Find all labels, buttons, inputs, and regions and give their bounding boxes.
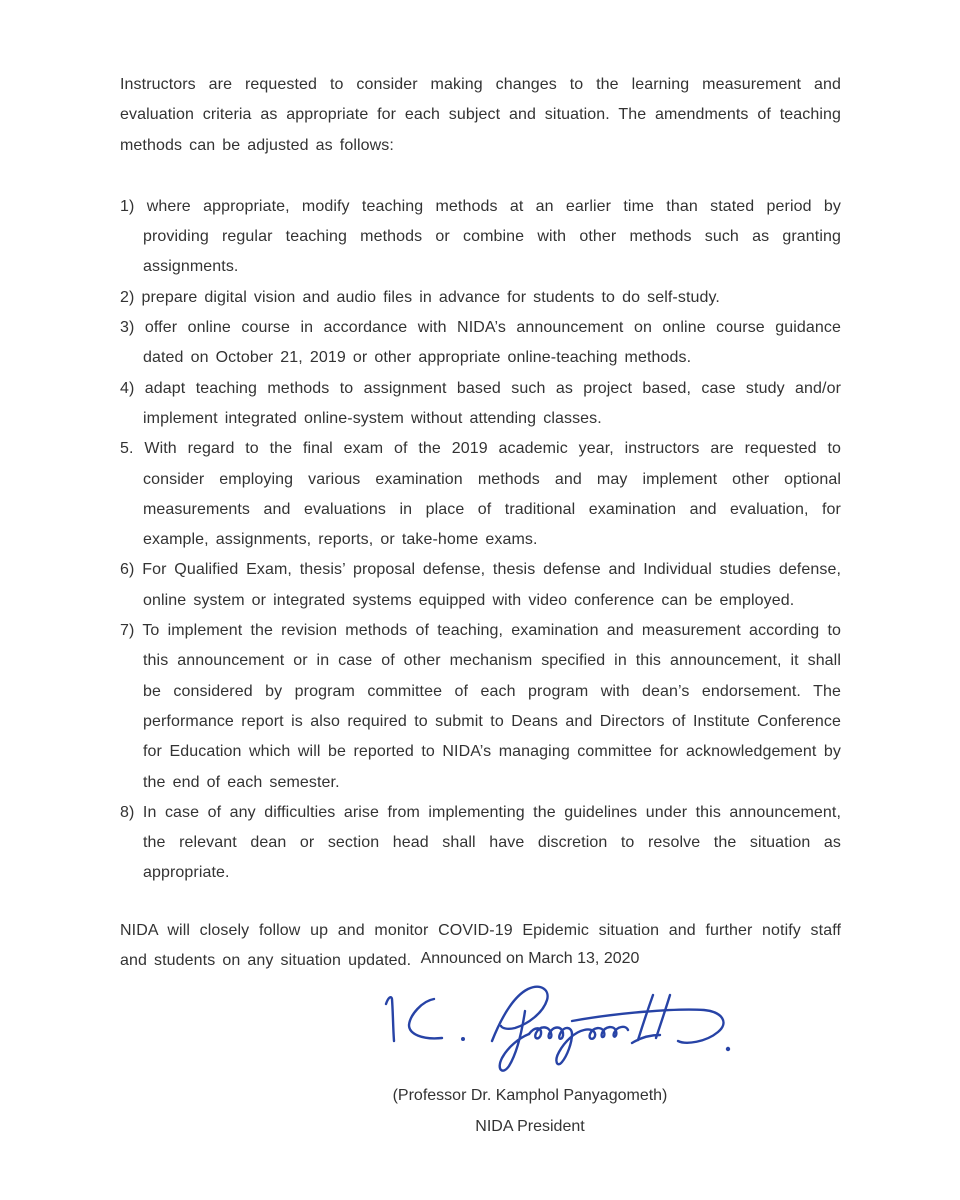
closing-paragraph: NIDA will closely follow up and monitor COVID-19 Epidemic situation and further notify staff and students on any situation updated. [120,921,841,970]
list-item [120,374,841,435]
list-item [120,434,841,555]
list-item-marker: 2) [120,288,135,306]
list-item-marker: 8) [120,803,135,821]
document-page [120,70,841,976]
announcement-date: Announced on March 13, 2020 [420,950,640,967]
list-item-text: adapt teaching methods to assignment based such as project based, case study and/or implement integrated online-system without attending classes. [143,379,841,427]
list-item-marker: 4) [120,379,135,397]
list-item-text: prepare digital vision and audio files in advance for students to do self-study. [141,288,720,306]
list-item-marker: 6) [120,561,135,579]
list-item [120,283,841,313]
list-item [120,313,841,374]
guidelines-list [120,192,841,889]
signature-image [376,983,742,1085]
list-item-text: To implement the revision methods of teaching, examination and measurement according to this announcement or in case of other mechanism specified in this announcement, it shall be considered by program committee of each program with dean’s endorsement. The performance report is also required to submit to Deans and Directors of Institute Conference for Education which will be reported to NIDA’s managing committee for acknowledgement by the end of each semester. [142,622,841,791]
list-item-text: offer online course in accordance with NIDA’s announcement on online course guidance dated on October 21, 2019 or other appropriate online-teaching methods. [143,319,841,367]
list-item [120,555,841,616]
list-item-marker: 5. [120,440,134,458]
signatory-name: (Professor Dr. Kamphol Panyagometh) [392,1087,668,1104]
list-item-text: where appropriate, modify teaching methods at an earlier time than stated period by providing regular teaching methods or combine with other methods such as granting assignments. [143,197,841,276]
list-item-text: With regard to the final exam of the 2019 academic year, instructors are requested to consider employing various examination methods and may implement other optional measurements and evaluations in place of traditional examination and evaluation, for example, assignments, reports, or take-home exams. [143,440,842,549]
list-item [120,798,841,889]
signatory-title: NIDA President [475,1118,585,1135]
list-item [120,616,841,798]
list-item [120,192,841,283]
list-item-text: For Qualified Exam, thesis’ proposal defense, thesis defense and Individual studies defense, online system or integrated systems equipped with video conference can be employed. [142,561,841,609]
intro-paragraph: Instructors are requested to consider making changes to the learning measurement and evaluation criteria as appropriate for each subject and situation. The amendments of teaching methods can be adjusted as follows: [120,76,841,154]
list-item-text: In case of any difficulties arise from implementing the guidelines under this announcement, the relevant dean or section head shall have discretion to resolve the situation as appropriate. [142,803,841,882]
handwritten-signature-icon [376,983,742,1085]
list-item-marker: 1) [120,197,135,215]
list-item-marker: 3) [120,319,135,337]
list-item-marker: 7) [120,622,135,640]
